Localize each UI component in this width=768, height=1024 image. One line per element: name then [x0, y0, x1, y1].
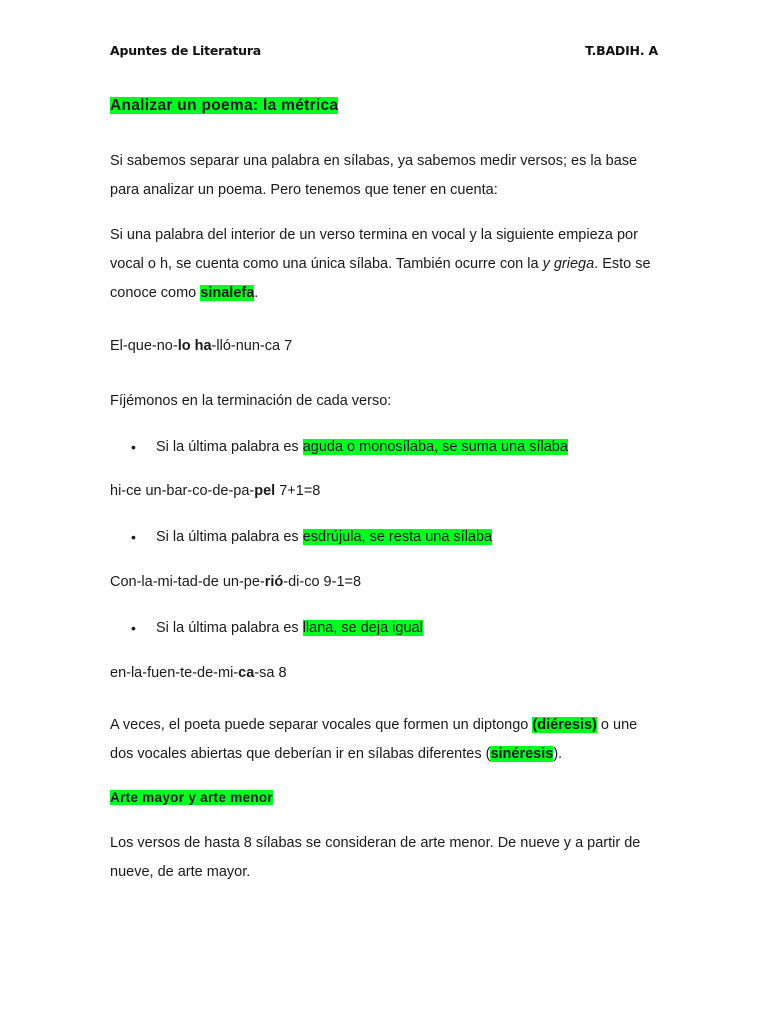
synaeresis-term: sinéresis	[490, 746, 554, 762]
endings-intro: Fíjémonos en la terminación de cada verso:	[110, 393, 392, 409]
sinalefa-paragraph: Si una palabra del interior de un verso termina en vocal y la siguiente empieza por vocal o h, se cuenta como una única sílaba. También ocurre con la y griega. Esto se conoce como sinalefa.	[110, 227, 651, 301]
header-left: Apuntes de Literatura	[110, 43, 262, 58]
example-line: en-la-fuen-te-de-mi-ca-sa 8	[110, 665, 287, 681]
diaeresis-term: (diéresis)	[532, 717, 597, 733]
example-line: El-que-no-lo ha-lló-nun-ca 7	[110, 338, 293, 354]
list-item: • Si la última palabra es llana, se deja igual	[110, 620, 660, 636]
intro-paragraph: Si sabemos separar una palabra en sílabas, ya sabemos medir versos; es la base para analizar un poema. Pero tenemos que tener en cuenta:	[110, 153, 638, 198]
list-item: • Si la última palabra es aguda o monosílaba, se suma una sílaba	[110, 439, 660, 455]
licencias-paragraph: A veces, el poeta puede separar vocales que formen un diptongo (diéresis) o une dos vocales abiertas que deberían ir en sílabas diferentes (sinéresis).	[110, 717, 638, 762]
arte-paragraph: Los versos de hasta 8 sílabas se consideran de arte menor. De nueve y a partir de nueve, de arte mayor.	[110, 835, 641, 880]
example-line: hi-ce un-bar-co-de-pa-pel 7+1=8	[110, 483, 321, 499]
document-body	[110, 95, 660, 887]
list-item: • Si la última palabra es esdrújula, se resta una sílaba	[110, 529, 660, 545]
sinalefa-term: sinalefa	[200, 285, 255, 301]
header-right: T.BADIH. A	[585, 43, 658, 58]
page-title: Analizar un poema: la métrica	[110, 97, 339, 114]
section-subtitle: Arte mayor y arte menor	[110, 790, 273, 805]
example-line: Con-la-mi-tad-de un-pe-rió-di-co 9-1=8	[110, 574, 362, 590]
